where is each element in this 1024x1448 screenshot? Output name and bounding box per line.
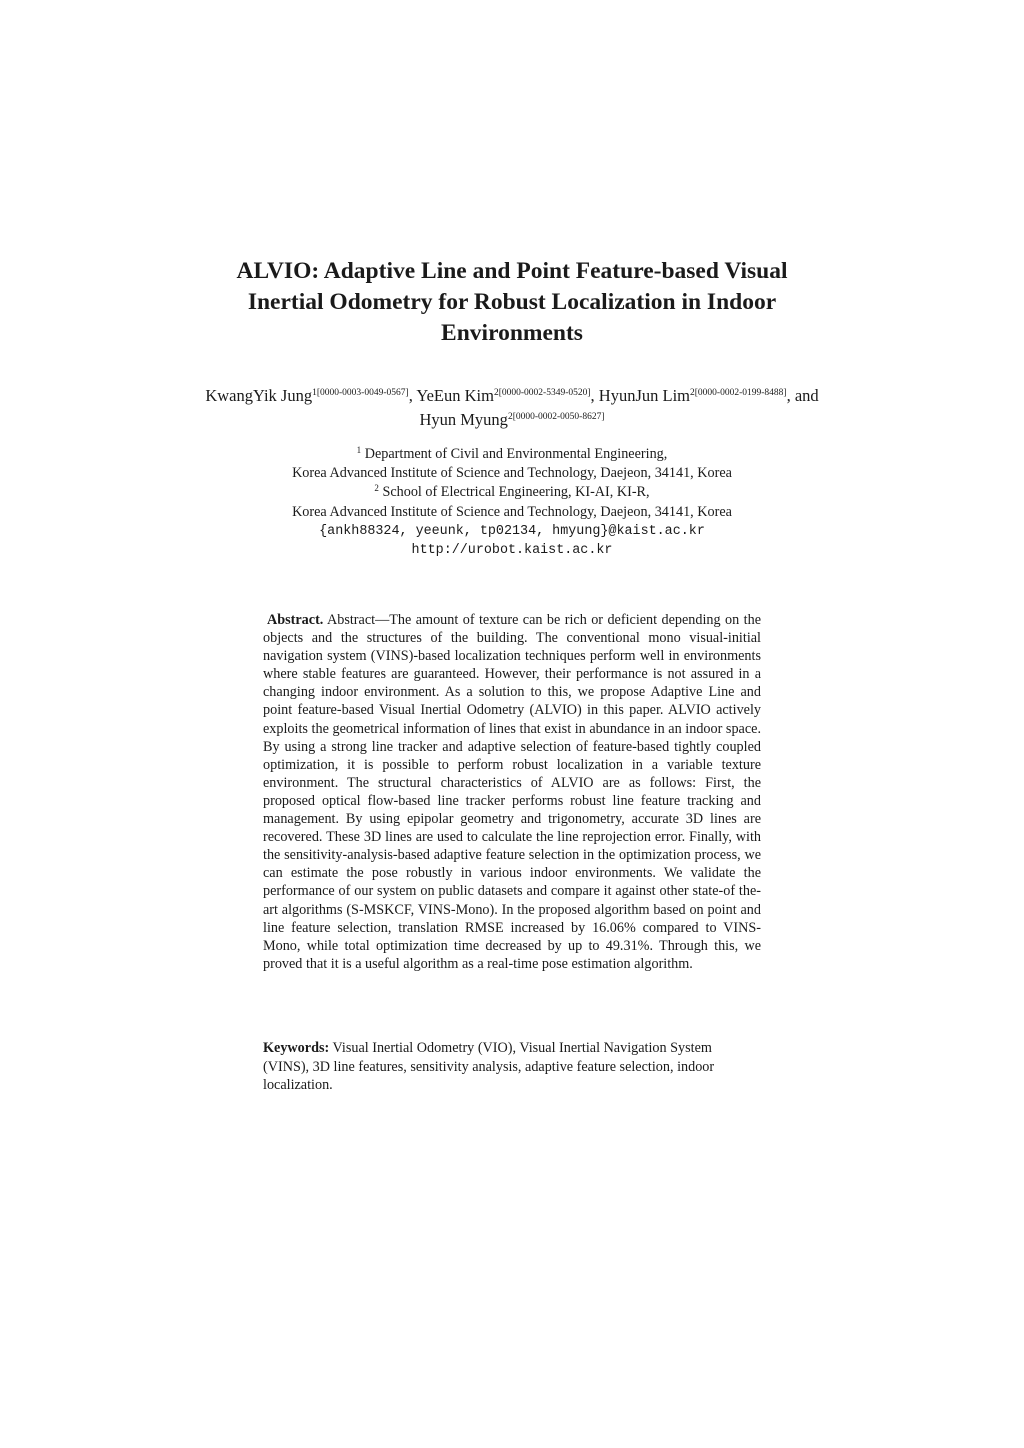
author-name: KwangYik Jung bbox=[205, 386, 313, 405]
author-emails: {ankh88324, yeeunk, tp02134, hmyung}@kaist.ac.kr bbox=[319, 523, 705, 539]
affiliation-number: 2 bbox=[374, 483, 379, 494]
keywords-label: Keywords: bbox=[263, 1040, 330, 1056]
abstract-text: Abstract—The amount of texture can be rich or deficient depending on the objects and the structures of the building. The conventional mono visual-initial navigation system (VINS)-based localization techniques perform well in environments where stable features are guaranteed. However, their performance is not assured in a changing indoor environment. As a solution to this, we propose Adaptive Line and point feature-based Visual Inertial Odometry (ALVIO) in this paper. ALVIO actively exploits the geometrical information of lines that exist in abundance in an indoor space. By using a strong line tracker and adaptive selection of feature-based tightly coupled optimization, it is possible to perform robust localization in a variable texture environment. The structural characteristics of ALVIO are as follows: First, the proposed optical flow-based line tracker performs robust line feature tracking and management. By using epipolar geometry and trigonometry, accurate 3D lines are recovered. These 3D lines are used to calculate the line reprojection error. Finally, with the sensitivity-analysis-based adaptive feature selection in the optimization process, we can estimate the pose robustly in various indoor environments. We validate the performance of our system on public datasets and compare it against other state-of the-art algorithms (S-MSKCF, VINS-Mono). In the proposed algorithm based on point and line feature selection, translation RMSE increased by 16.06% compared to VINS-Mono, while total optimization time decreased by up to 49.31%. Through this, we proved that it is a useful algorithm as a real-time pose estimation algorithm. bbox=[263, 612, 761, 972]
keywords-text: Visual Inertial Odometry (VIO), Visual Inertial Navigation System (VINS), 3D line features, sensitivity analysis, adaptive feature selection, indoor localization. bbox=[263, 1040, 715, 1094]
author-name: HyunJun Lim bbox=[598, 386, 691, 405]
author-orcid: 2[0000-0002-5349-0520] bbox=[493, 388, 591, 398]
author-name: YeEun Kim bbox=[416, 386, 494, 405]
author-separator: , bbox=[590, 386, 599, 405]
author-list bbox=[200, 384, 824, 432]
affiliation-1 bbox=[200, 445, 824, 464]
author-separator: , bbox=[408, 386, 417, 405]
affiliations bbox=[200, 445, 824, 560]
author-orcid: 2[0000-0002-0199-8488] bbox=[690, 388, 787, 398]
affiliation-institute: Korea Advanced Institute of Science and Technology, Daejeon, 34141, Korea bbox=[292, 503, 732, 520]
affiliation-institute: Korea Advanced Institute of Science and Technology, Daejeon, 34141, Korea bbox=[292, 465, 732, 482]
affiliation-number: 1 bbox=[356, 445, 362, 455]
affiliation-2 bbox=[200, 483, 824, 502]
abstract bbox=[263, 611, 761, 973]
author-name: Hyun Myung bbox=[419, 410, 508, 429]
abstract-label: Abstract. bbox=[267, 612, 324, 628]
paper-title: ALVIO: Adaptive Line and Point Feature-based Visual Inertial Odometry for Robust Localization in Indoor Environments bbox=[236, 258, 788, 346]
author-orcid: 1[0000-0003-0049-0567] bbox=[312, 388, 409, 398]
keywords bbox=[263, 1039, 761, 1095]
lab-url: http://urobot.kaist.ac.kr bbox=[411, 543, 613, 559]
affiliation-department: School of Electrical Engineering, KI-AI, KI-R, bbox=[382, 484, 650, 501]
affiliation-department: Department of Civil and Environmental Engineering, bbox=[364, 446, 668, 462]
author-separator: , and bbox=[786, 386, 819, 405]
author-orcid: 2[0000-0002-0050-8627] bbox=[507, 412, 605, 422]
